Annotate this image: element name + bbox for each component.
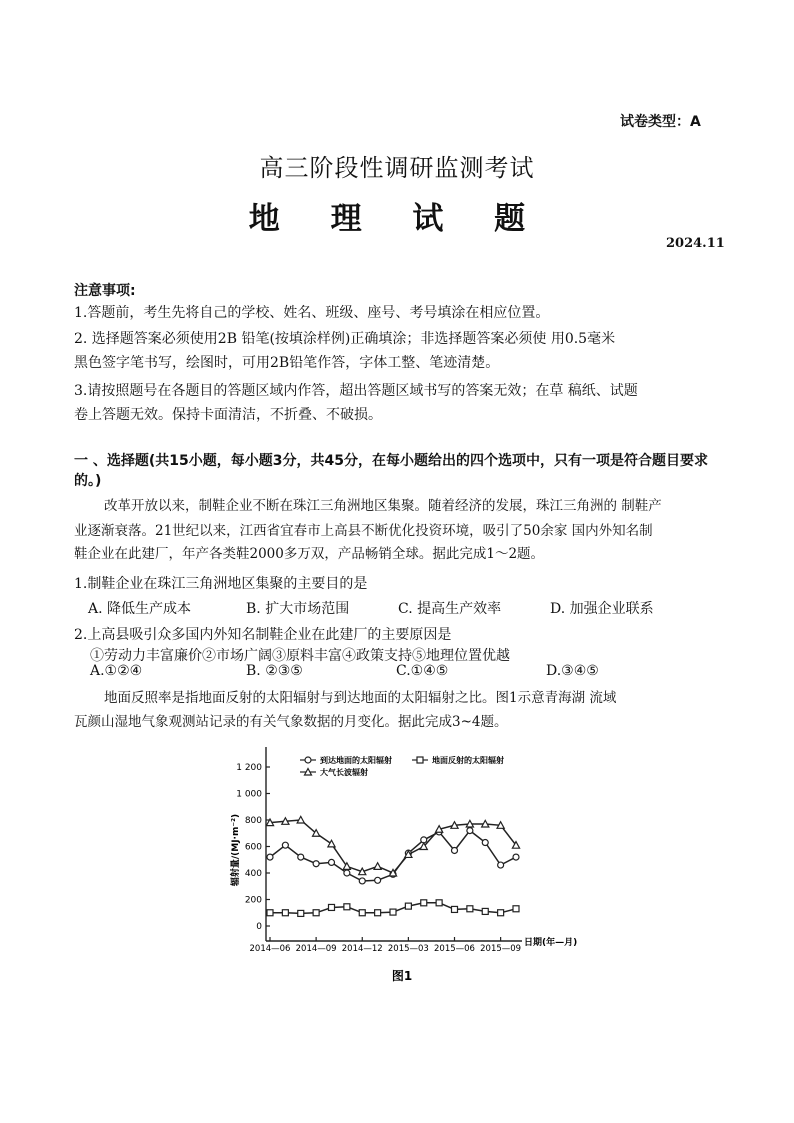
legend-marker-square bbox=[417, 757, 423, 763]
passage-line: 改革开放以来，制鞋企业不断在珠江三角洲地区集聚。随着经济的发展，珠江三角洲的 制鞋产 bbox=[104, 498, 662, 514]
notice-line: 黑色签字笔书写，绘图时，可用2B铅笔作答，字体工整、笔迹清楚。 bbox=[74, 355, 500, 371]
passage-line: 瓦颜山湿地气象观测站记录的有关气象数据的月变化。据此完成3~4题。 bbox=[74, 714, 508, 730]
data-point-triangle bbox=[374, 863, 381, 870]
y-tick-label: 400 bbox=[244, 869, 262, 879]
x-tick-label: 2015—03 bbox=[387, 944, 429, 954]
data-point-square bbox=[282, 910, 288, 916]
q1-option-b: B. 扩大市场范围 bbox=[246, 601, 350, 617]
x-axis-label: 日期(年—月) bbox=[524, 938, 578, 948]
question-2-stem: 2.上高县吸引众多国内外知名制鞋企业在此建厂的主要原因是 bbox=[74, 627, 452, 643]
data-point-circle bbox=[329, 859, 335, 865]
exam-subtitle: 高三阶段性调研监测考试 bbox=[259, 154, 535, 182]
q2-items: ①劳动力丰富廉价②市场广阔③原料丰富④政策支持⑤地理位置优越 bbox=[90, 648, 510, 664]
section-heading: 一 、选择题(共15小题，每小题3分，共45分，在每小题给出的四个选项中，只有一项是符合题目要求的。) bbox=[74, 453, 708, 489]
q1-option-a: A. 降低生产成本 bbox=[88, 601, 192, 617]
exam-date: 2024.11 bbox=[666, 236, 725, 251]
series-line bbox=[270, 820, 516, 873]
legend-marker-circle bbox=[305, 757, 311, 763]
data-point-circle bbox=[359, 878, 365, 884]
data-point-circle bbox=[267, 854, 273, 860]
q1-option-d: D. 加强企业联系 bbox=[550, 601, 654, 617]
q2-option-a: A.①②④ bbox=[90, 663, 143, 679]
data-point-square bbox=[405, 903, 411, 909]
x-tick-label: 2015—09 bbox=[480, 944, 522, 954]
q2-option-c: C.①④⑤ bbox=[396, 663, 449, 679]
chart-caption: 图1 bbox=[391, 969, 413, 983]
passage-line: 地面反照率是指地面反射的太阳辐射与到达地面的太阳辐射之比。图1示意青海湖 流域 bbox=[104, 690, 617, 706]
paper-type: 试卷类型：A bbox=[620, 114, 701, 130]
data-point-circle bbox=[282, 842, 288, 848]
data-point-square bbox=[344, 904, 350, 910]
data-point-square bbox=[375, 910, 381, 916]
notice-line: 3.请按照题号在各题目的答题区域内作答，超出答题区域书写的答案无效；在草 稿纸、试题 bbox=[74, 383, 638, 399]
data-point-square bbox=[359, 910, 365, 916]
y-tick-label: 0 bbox=[256, 922, 262, 932]
data-point-circle bbox=[452, 847, 458, 853]
data-point-circle bbox=[467, 828, 473, 834]
data-point-square bbox=[313, 910, 319, 916]
data-point-square bbox=[482, 908, 488, 914]
data-point-square bbox=[498, 910, 504, 916]
q2-option-b: B. ②③⑤ bbox=[246, 663, 303, 679]
y-axis-label: 辐射量/(MJ·m⁻²) bbox=[231, 813, 241, 887]
data-point-square bbox=[267, 910, 273, 916]
data-point-circle bbox=[298, 854, 304, 860]
data-point-square bbox=[329, 904, 335, 910]
legend-label: 大气长波辐射 bbox=[320, 768, 368, 777]
data-point-circle bbox=[344, 870, 350, 876]
data-point-square bbox=[467, 906, 473, 912]
data-point-circle bbox=[482, 840, 488, 846]
q2-option-d: D.③④⑤ bbox=[546, 663, 599, 679]
data-point-circle bbox=[513, 854, 519, 860]
notice-line: 2. 选择题答案必须使用2B 铅笔(按填涂样例)正确填涂；非选择题答案必须使 用0.5毫米 bbox=[74, 331, 616, 347]
y-tick-label: 1 000 bbox=[236, 789, 262, 800]
question-1-stem: 1.制鞋企业在珠江三角洲地区集聚的主要目的是 bbox=[74, 576, 368, 592]
x-tick-label: 2014—09 bbox=[295, 944, 337, 954]
legend-label: 地面反射的太阳辐射 bbox=[432, 756, 504, 765]
data-point-square bbox=[421, 900, 427, 906]
data-point-circle bbox=[313, 861, 319, 867]
y-tick-label: 200 bbox=[244, 895, 262, 906]
q1-option-c: C. 提高生产效率 bbox=[398, 601, 502, 617]
notice-line: 1.答题前，考生先将自己的学校、姓名、班级、座号、考号填涂在相应位置。 bbox=[74, 305, 550, 321]
y-tick-label: 600 bbox=[244, 842, 262, 853]
notice-heading: 注意事项: bbox=[74, 283, 136, 299]
y-tick-label: 1 200 bbox=[236, 763, 262, 773]
data-point-square bbox=[436, 900, 442, 906]
data-point-square bbox=[452, 906, 458, 912]
data-point-triangle bbox=[328, 840, 335, 847]
data-point-square bbox=[513, 906, 519, 912]
exam-title: 地 理 试 题 bbox=[248, 201, 546, 237]
x-tick-label: 2015—06 bbox=[434, 944, 475, 954]
data-point-circle bbox=[375, 877, 381, 883]
x-tick-label: 2014—06 bbox=[249, 944, 291, 954]
passage-line: 鞋企业在此建厂，年产各类鞋2000多万双，产品畅销全球。据此完成1～2题。 bbox=[74, 546, 545, 562]
data-point-circle bbox=[498, 862, 504, 868]
notice-line: 卷上答题无效。保持卡面清洁，不折叠、不破损。 bbox=[74, 407, 382, 423]
passage-line: 业逐渐衰落。21世纪以来，江西省宜春市上高县不断优化投资环境，吸引了50余家 国内外知名制 bbox=[74, 523, 653, 539]
x-tick-label: 2014—12 bbox=[341, 944, 383, 954]
y-tick-label: 800 bbox=[244, 816, 262, 826]
data-point-square bbox=[298, 910, 304, 916]
data-point-square bbox=[390, 909, 396, 915]
legend-label: 到达地面的太阳辐射 bbox=[320, 756, 392, 765]
